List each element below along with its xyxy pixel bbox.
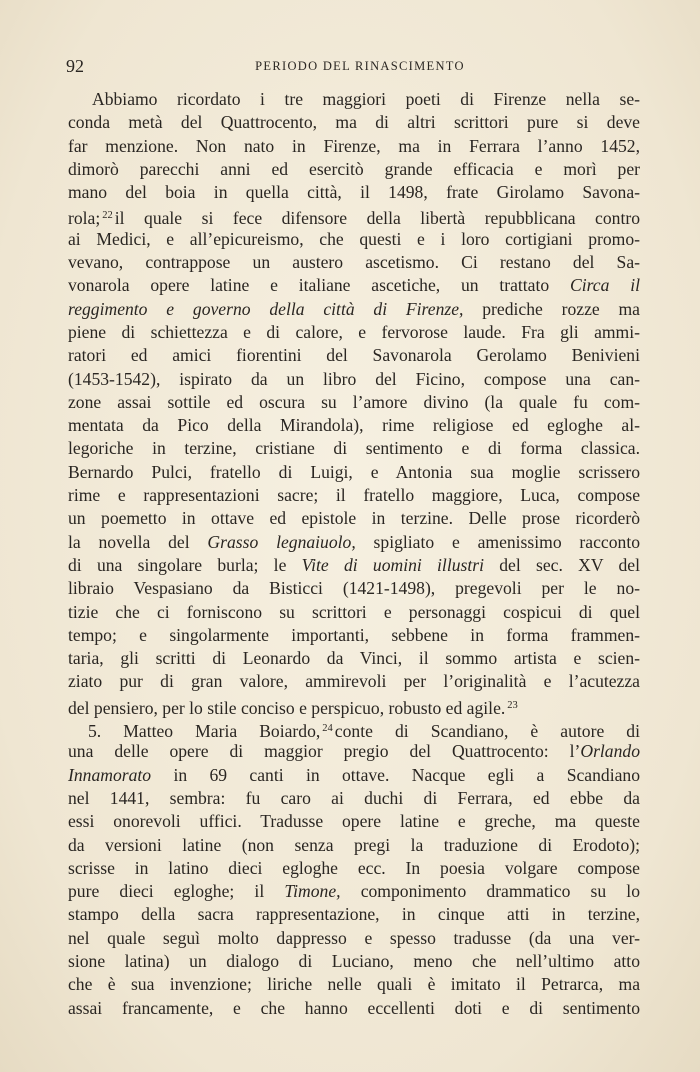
page-number: 92 <box>66 56 84 76</box>
text-line <box>68 251 640 274</box>
text-run: stampo della sacra rappresentazione, in cinque atti in terzine, <box>68 904 640 925</box>
text-run: assai francamente, e che hanno eccellenti doti e di sentimento <box>68 997 640 1018</box>
text-run: in 69 canti in ottave. Nacque egli a Scandiano <box>151 764 640 785</box>
text-line <box>68 437 640 460</box>
italic-title: Orlando <box>580 741 640 762</box>
text-line <box>68 601 640 624</box>
text-run: piene di schiettezza e di calore, e fervorose laude. Fra gli ammi- <box>68 321 640 342</box>
text-run: di una singolare burla; le <box>68 554 302 575</box>
text-run: dimorò parecchi anni ed esercitò grande efficacia e morì per <box>68 158 640 179</box>
text-line <box>68 577 640 600</box>
text-line <box>68 717 640 740</box>
italic-title: Circa il <box>569 275 640 296</box>
text-line <box>68 670 640 693</box>
text-line <box>68 810 640 833</box>
text-run: ratori ed amici fiorentini del Savonarola Gerolamo Benivieni <box>68 345 640 366</box>
text-line <box>68 997 640 1020</box>
text-run: la novella del <box>68 531 208 552</box>
text-line <box>68 391 640 414</box>
text-run: sione latina) un dialogo di Luciano, meno che nell’ultimo atto <box>68 950 640 971</box>
text-run: mentata da Pico della Mirandola), rime religiose ed egloghe al- <box>68 415 640 436</box>
text-run: del pensiero, per lo stile conciso e perspicuo, robusto ed agile. <box>68 697 506 718</box>
text-line <box>68 88 640 111</box>
italic-title: reggimento e governo della città di Firenze, <box>68 298 464 319</box>
text-line <box>68 298 640 321</box>
text-line <box>68 787 640 810</box>
text-line <box>68 321 640 344</box>
text-line <box>68 834 640 857</box>
text-run: Abbiamo ricordato i tre maggiori poeti di Firenze nella se- <box>92 89 640 109</box>
text-run: nel 1441, sembra: fu caro ai duchi di Ferrara, ed ebbe da <box>68 787 640 808</box>
text-line <box>68 624 640 647</box>
text-run: che è sua invenzione; liriche nelle quali è imitato il Petrarca, ma <box>68 974 640 995</box>
text-line <box>68 554 640 577</box>
text-line <box>68 368 640 391</box>
footnote-ref: 23 <box>507 699 518 711</box>
text-run: il quale si fece difensore della libertà repubblicana contro <box>114 208 640 229</box>
text-line <box>68 135 640 158</box>
text-line <box>68 274 640 297</box>
text-run: rola; <box>68 208 101 229</box>
text-run: conte di Scandiano, è autore di <box>334 721 640 742</box>
text-run: ziato pur di gran valore, ammirevoli per l’originalità e l’acutezza <box>68 671 640 692</box>
text-run: una delle opere di maggior pregio del Quattrocento: l’ <box>68 741 581 762</box>
text-line <box>68 740 640 763</box>
text-line <box>68 694 640 717</box>
text-line <box>68 764 640 787</box>
text-line <box>68 228 640 251</box>
text-run: libraio Vespasiano da Bisticci (1421-1498), pregevoli per le no- <box>68 578 640 599</box>
text-line <box>68 204 640 227</box>
text-run: da versioni latine (non senza pregi la traduzione di Erodoto); <box>68 834 640 855</box>
body-text <box>68 88 640 1020</box>
text-run: del sec. XV del <box>483 554 640 575</box>
italic-title: Grasso legnaiuolo, <box>207 531 356 552</box>
text-line <box>68 927 640 950</box>
text-run: mano del boia in quella città, il 1498, frate Girolamo Savona- <box>68 182 640 203</box>
text-line <box>68 344 640 367</box>
text-run: spigliato e amenissimo racconto <box>355 531 641 552</box>
text-run: far menzione. Non nato in Firenze, ma in Ferrara l’anno 1452, <box>68 135 640 156</box>
footnote-ref: 24 <box>322 723 333 735</box>
running-head: PERIODO DEL RINASCIMENTO <box>255 59 465 73</box>
italic-title: Timone, <box>284 881 341 902</box>
italic-title: Vite di uomini illustri <box>301 554 484 575</box>
text-run: vevano, contrappose un austero ascetismo. Ci restano del Sa- <box>68 252 640 273</box>
text-run: zone assai sottile ed oscura su l’amore divino (la quale fu com- <box>68 391 640 412</box>
text-line <box>68 531 640 554</box>
italic-title: Innamorato <box>68 764 152 785</box>
text-line <box>68 181 640 204</box>
text-run: taria, gli scritti di Leonardo da Vinci, il sommo artista e scien- <box>68 648 640 669</box>
text-run: prediche rozze ma <box>463 298 640 319</box>
text-line <box>68 461 640 484</box>
text-line <box>68 158 640 181</box>
text-run: vonarola opere latine e italiane ascetiche, un trattato <box>68 275 570 296</box>
text-run: legoriche in terzine, cristiane di sentimento e di forma classica. <box>68 438 640 459</box>
text-line <box>68 950 640 973</box>
text-line <box>68 647 640 670</box>
text-run: componimento drammatico su lo <box>340 881 640 902</box>
text-run: 5. Matteo Maria Boiardo, <box>88 721 321 742</box>
text-line <box>68 484 640 507</box>
text-run: rime e rappresentazioni sacre; il fratello maggiore, Luca, compose <box>68 485 640 506</box>
text-line <box>68 507 640 530</box>
text-line <box>68 903 640 926</box>
text-run: (1453-1542), ispirato da un libro del Ficino, compose una can- <box>68 368 640 389</box>
text-run: ai Medici, e all’epicureismo, che questi e i loro cortigiani promo- <box>68 228 640 249</box>
text-line <box>68 414 640 437</box>
text-line <box>68 111 640 134</box>
text-run: un poemetto in ottave ed epistole in terzine. Delle prose ricorderò <box>68 508 640 529</box>
text-run: conda metà del Quattrocento, ma di altri scrittori pure si deve <box>68 112 640 133</box>
text-line <box>68 857 640 880</box>
text-line <box>68 973 640 996</box>
text-run: scrisse in latino dieci egloghe ecc. In poesia volgare compose <box>68 857 640 878</box>
text-line <box>68 880 640 903</box>
text-run: nel quale seguì molto dappresso e spesso tradusse (da una ver- <box>68 927 640 948</box>
text-run: pure dieci egloghe; il <box>68 881 285 902</box>
text-run: tempo; e singolarmente importanti, sebbene in forma frammen- <box>68 624 640 645</box>
text-run: essi onorevoli uffici. Tradusse opere latine e greche, ma queste <box>68 811 640 832</box>
text-run: Bernardo Pulci, fratello di Luigi, e Antonia sua moglie scrissero <box>68 461 640 482</box>
text-run: tizie che ci forniscono su scrittori e personaggi cospicui di quel <box>68 601 640 622</box>
footnote-ref: 22 <box>102 210 113 222</box>
